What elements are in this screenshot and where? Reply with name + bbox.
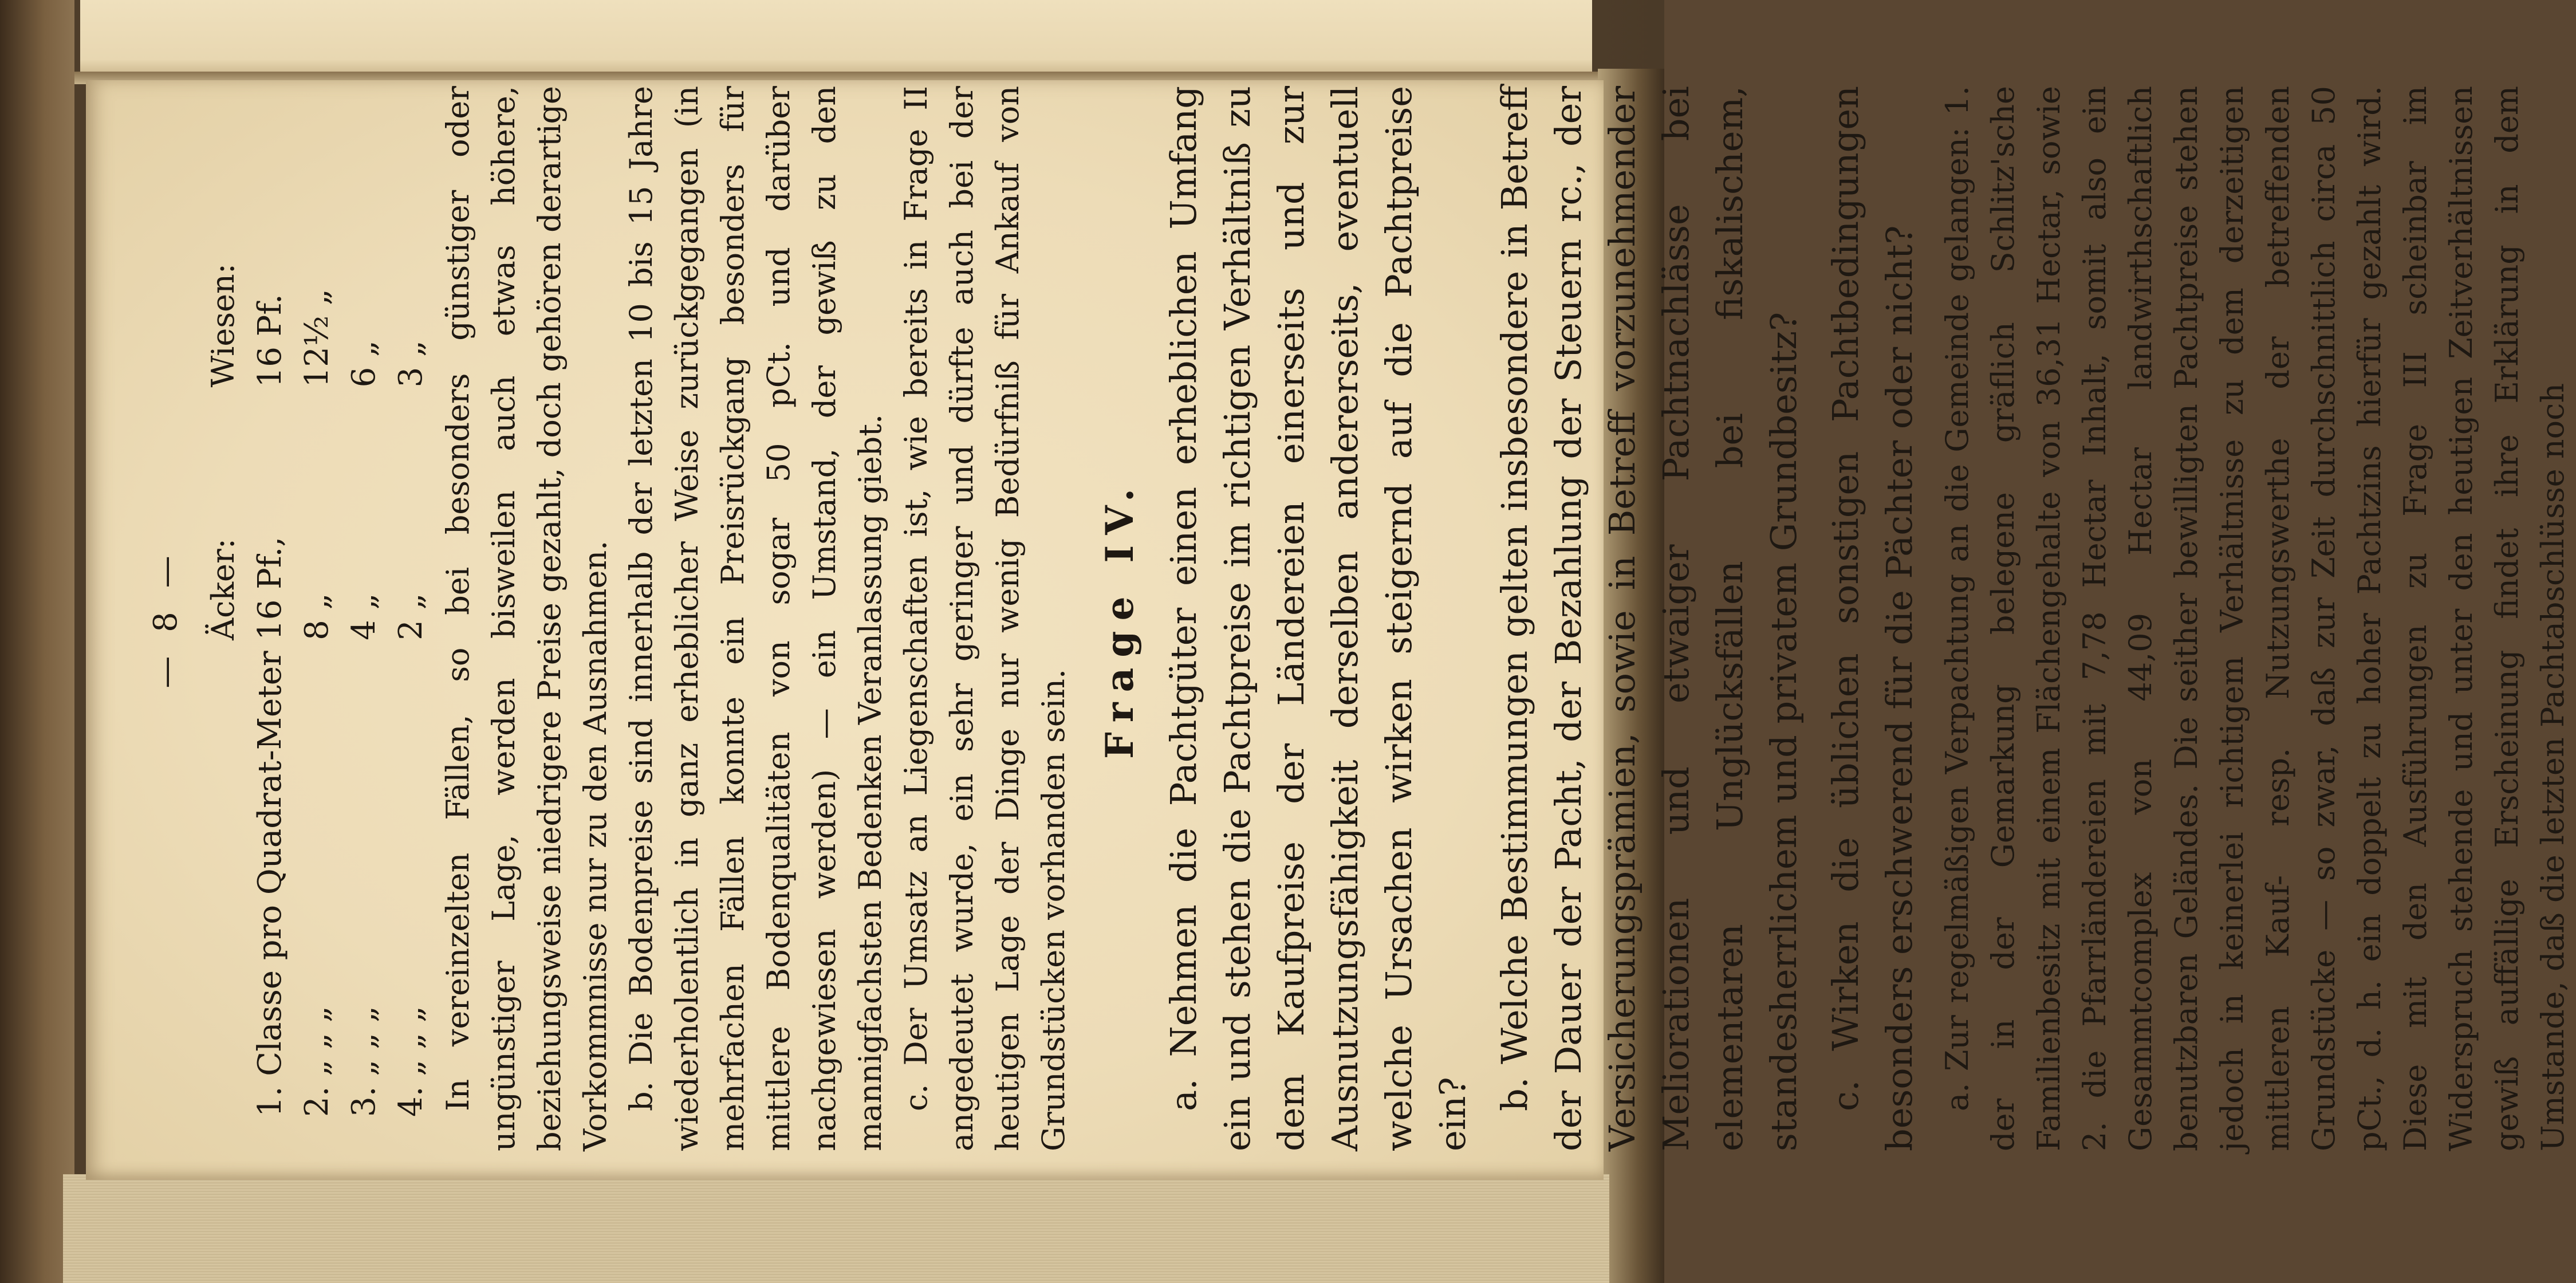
table-row [341,86,388,1151]
row-label: 2. „ „ „ [298,1006,336,1117]
page-text [132,86,2571,1151]
row-wiesen: 6 „ [345,340,383,388]
row-wiesen: 12½ „ [298,289,336,388]
section-heading: Frage IV. [1097,478,1142,759]
table-row [294,86,341,1151]
question-a: a. Nehmen die Pachtgüter einen erheblichen Umfang ein und stehen die Pachtpreise im richtigen Verhältniß zu dem Kaufpreise der Ländereien einerseits und zur Ausnutzungsfähigkeit derselben andererseits, eventuell welche Ursachen wirken steigernd auf die Pachtpreise ein? [1163,86,1474,1151]
row-wiesen: 3 „ [392,340,430,388]
page-stack [63,1174,1609,1283]
question-c: c. Wirken die üblichen sonstigen Pachtbedingungen besonders erschwerend für die Pächter oder nicht? [1825,86,1920,1151]
row-acker: 16 Pf., [251,536,289,640]
spacer [1811,86,1819,1151]
facing-page-edge [80,0,1592,74]
book-cover-edge [0,0,74,1283]
row-acker: 4 „ [345,593,383,640]
question-b: b. Welche Bestimmungen gelten insbesondere in Betreff der Dauer der Pacht, der Bezahlung der Steuern rc., der Versicherungsprämien, sowie in Betreff vorzunehmender Meliorationen und etwaiger Pachtnachlässe bei elementaren Unglücksfällen bei fiskalischem, standesherrlichem und privatem Grundbesitz? [1494,86,1805,1151]
row-label: 4. „ „ „ [392,1006,430,1117]
row-acker: 2 „ [392,593,430,640]
answer-a: a. Zur regelmäßigen Verpachtung an die Gemeinde gelangen: 1. der in der Gemarkung belegene gräflich Schlitz'sche Familienbesitz mit einem Flächengehalte von 36,31 Hectar, sowie 2. die Pfarrländereien mit 7,78 Hectar Inhalt, somit also ein Gesammtcomplex von 44,09 Hectar landwirthschaftlich benutzbaren Geländes. Die seither bewilligten Pachtpreise stehen jedoch in keinerlei richtigem Verhältnisse zu dem derzeitigen mittleren Kauf- resp. Nutzungswerthe der betreffenden Grundstücke — so zwar, daß zur Zeit durchschnittlich circa 50 pCt., d. h. ein doppelt zu hoher Pachtzins hierfür gezahlt wird. Diese mit den Ausführungen zu Frage III scheinbar im Widerspruch stehende und unter den heutigen Zeitverhältnissen gewiß auffällige Erscheinung findet ihre Erklärung in dem Umstande, daß die letzten Pachtabschlüsse noch [1939,86,2571,1151]
row-acker: 8 „ [298,593,336,640]
spacer [1927,86,1935,1151]
paragraph-exceptions: In vereinzelten Fällen, so bei besonders günstiger oder ungünstiger Lage, werden bisweilen auch etwas höhere, beziehungsweise niedrigere Preise gezahlt, doch gehören derartige Vorkommnisse nur zu den Ausnahmen. [440,86,613,1151]
col-wiesen: Wiesen: [205,263,241,388]
table-header-blank [200,640,247,1151]
paragraph-b-bodenpreise: b. Die Bodenpreise sind innerhalb der letzten 10 bis 15 Jahre wiederholentlich in ganz erheblicher Weise zurückgegangen (in mehrfachen Fällen konnte ein Preisrückgang besonders für mittlere Bodenqualitäten von sogar 50 pCt. und darüber nachgewiesen werden) — ein Umstand, der gewiß zu den mannigfachsten Bedenken Veranlassung giebt. [623,86,888,1151]
row-label: 1. Classe pro Quadrat-Meter [251,651,289,1117]
spacer [1480,86,1488,1151]
row-wiesen: 16 Pf. [251,294,289,388]
row-label: 3. „ „ „ [345,1006,383,1117]
col-acker: Äcker: [205,538,241,640]
table-row [388,86,435,1151]
page-number: — 8 — [147,549,184,688]
paragraph-c-umsatz: c. Der Umsatz an Liegenschaften ist, wie bereits in Frage II angedeutet wurde, ein sehr geringer und dürfte auch bei der heutigen Lage der Dinge nur wenig Bedürfniß für Ankauf von Grundstücken vorhanden sein. [898,86,1072,1151]
table-row [247,86,294,1151]
price-table-header [200,86,247,1151]
